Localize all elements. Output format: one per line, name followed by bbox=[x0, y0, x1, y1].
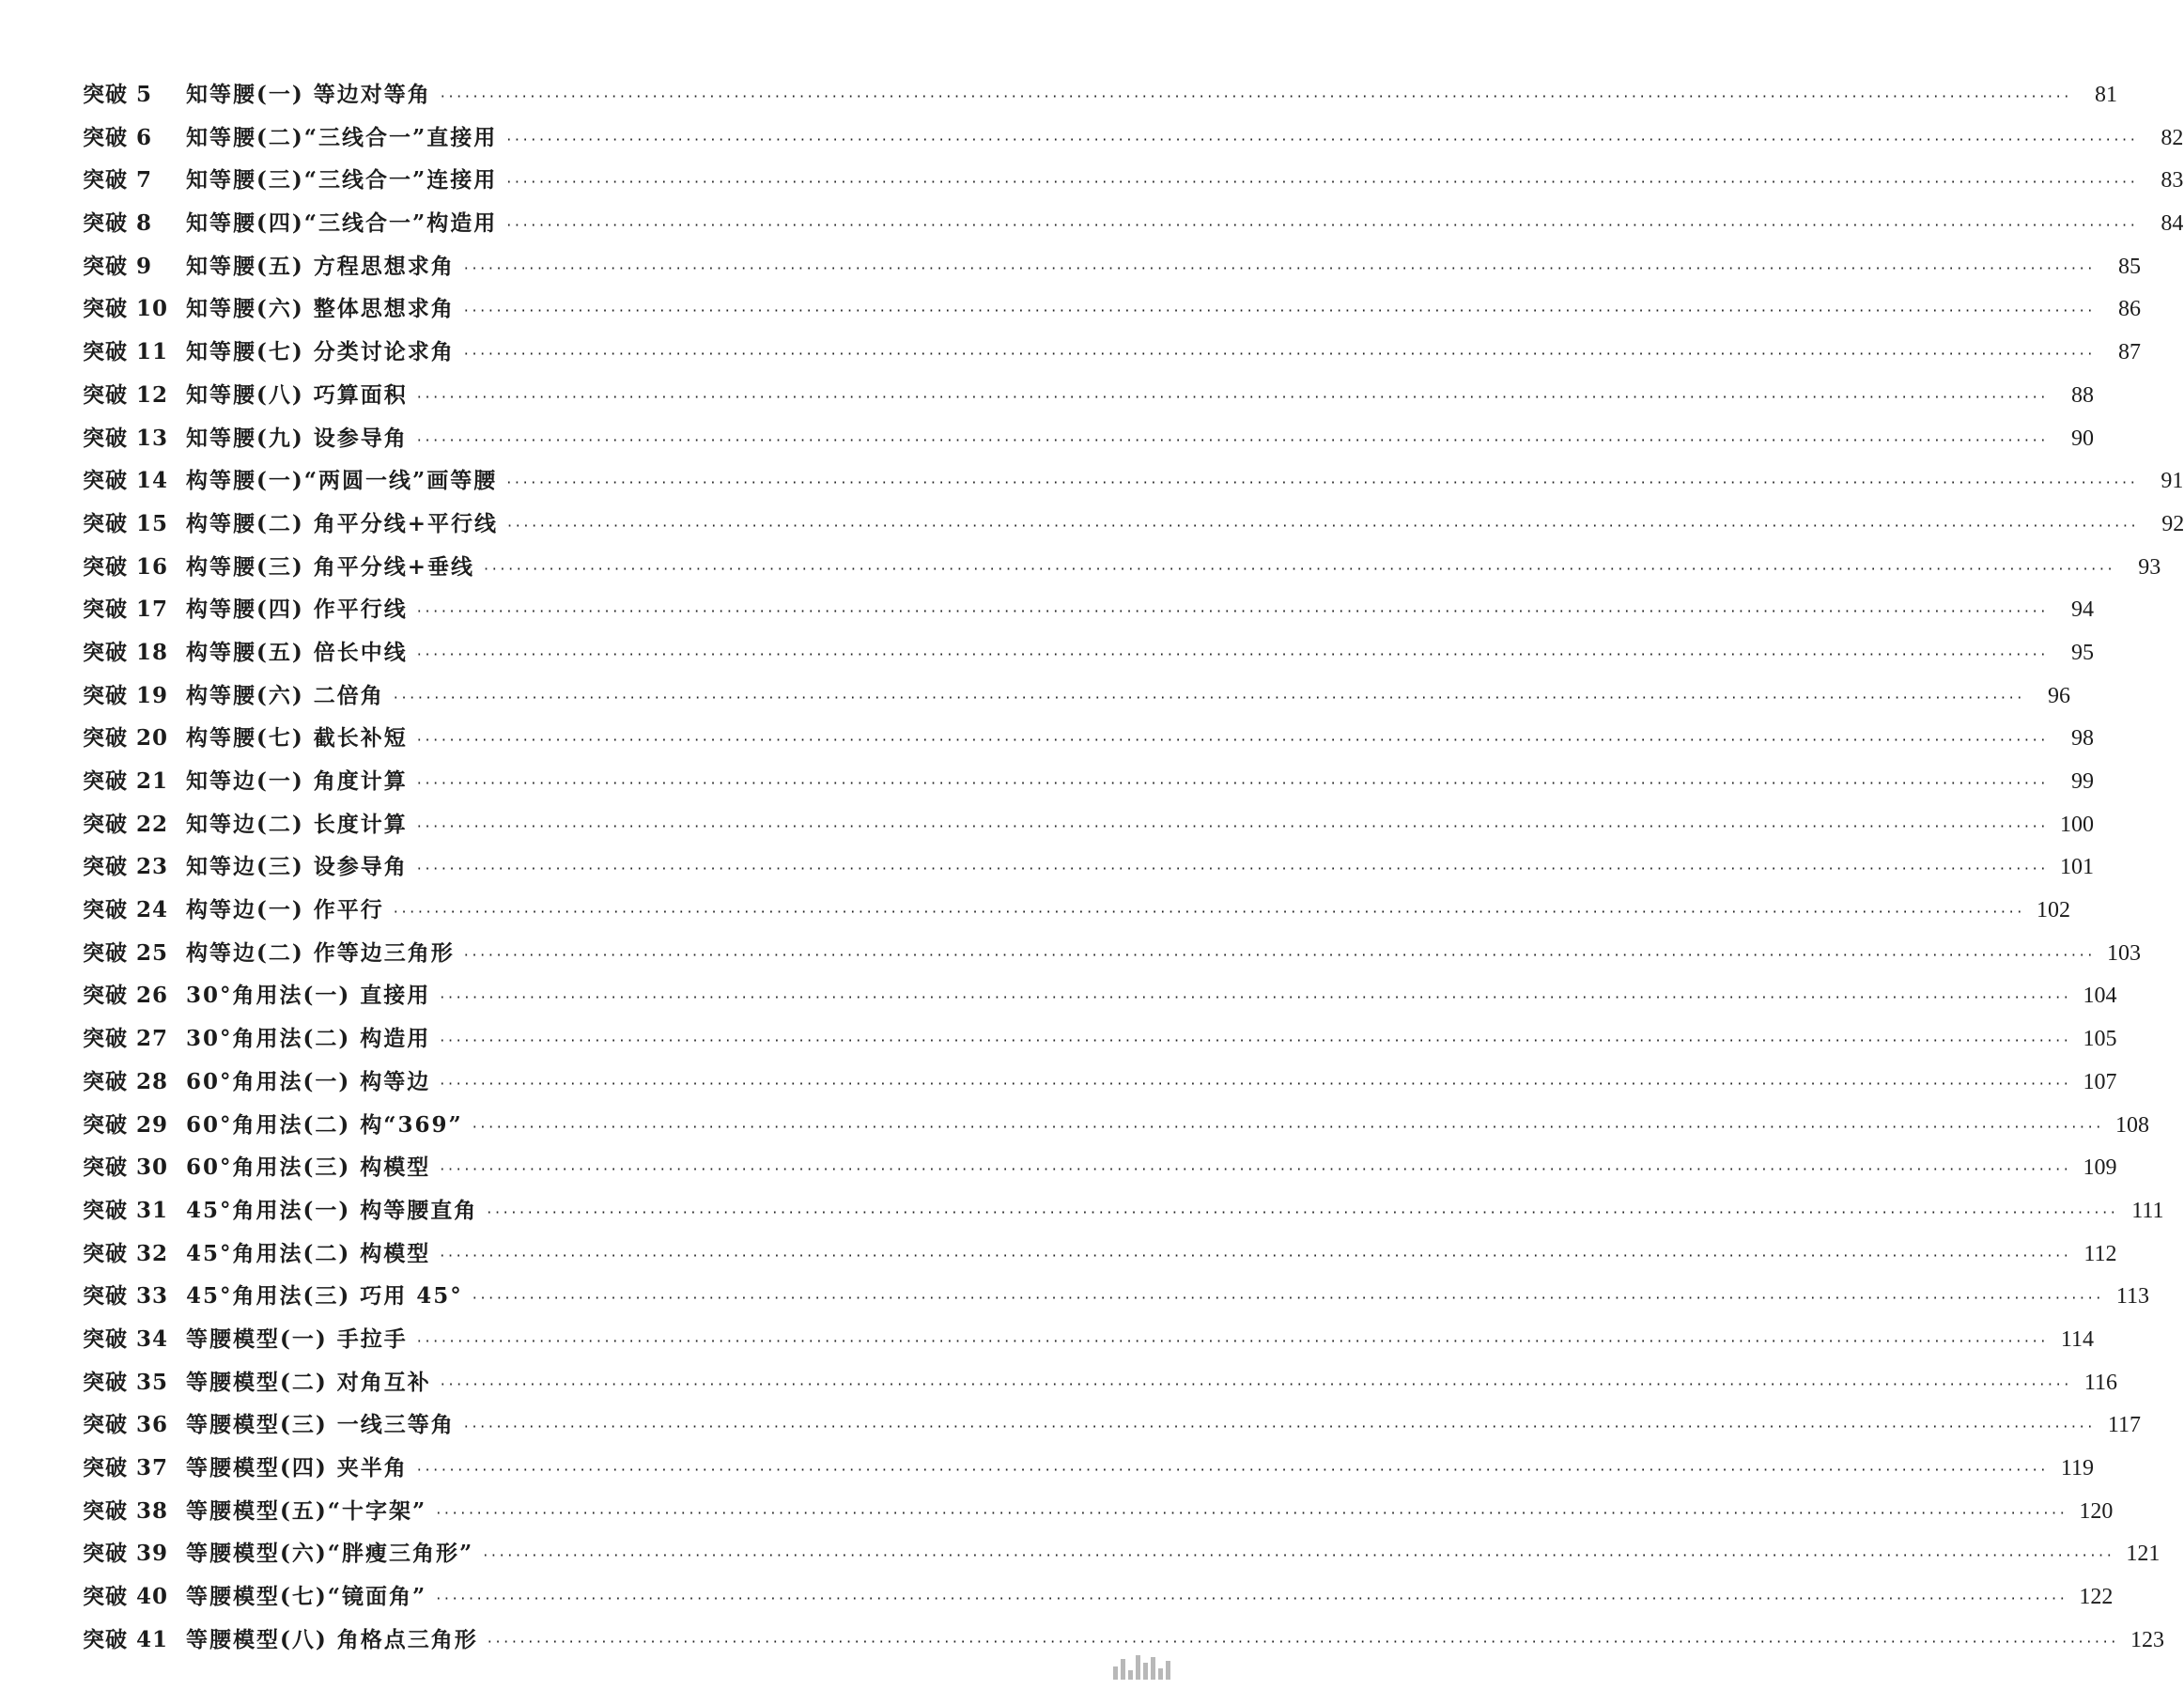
entry-number: 突破 12 bbox=[83, 381, 169, 408]
toc-entry[interactable] bbox=[83, 588, 2094, 631]
entry-title: 60°角用法(三) 构模型 bbox=[186, 1155, 431, 1181]
dot-leader: ········································································································································································································ bbox=[440, 87, 2072, 105]
entry-page-number: 93 bbox=[2138, 554, 2161, 580]
entry-number: 突破 8 bbox=[83, 210, 153, 237]
toc-entry[interactable] bbox=[83, 1061, 2117, 1104]
entry-title: 构等腰(三) 角平分线+垂线 bbox=[186, 553, 475, 580]
toc-entry[interactable] bbox=[83, 889, 2070, 932]
entry-title: 知等边(三) 设参导角 bbox=[186, 854, 408, 880]
entry-page-number: 98 bbox=[2070, 726, 2094, 752]
entry-page-number: 94 bbox=[2070, 597, 2094, 623]
entry-title: 知等边(一) 角度计算 bbox=[186, 768, 408, 794]
entry-title: 构等腰(七) 截长补短 bbox=[186, 725, 408, 752]
toc-entry[interactable] bbox=[83, 459, 2184, 503]
entry-title: 构等腰(四) 作平行线 bbox=[186, 597, 408, 623]
toc-entry[interactable] bbox=[83, 631, 2094, 674]
entry-number: 突破 14 bbox=[83, 468, 169, 494]
entry-title: 30°角用法(二) 构造用 bbox=[186, 1026, 431, 1052]
entry-number: 突破 34 bbox=[83, 1325, 169, 1352]
entry-title: 知等腰(六) 整体思想求角 bbox=[186, 296, 455, 322]
entry-number: 突破 13 bbox=[83, 425, 169, 451]
toc-entry[interactable] bbox=[83, 503, 2184, 546]
entry-title: 等腰模型(七)“镜面角” bbox=[186, 1584, 427, 1610]
entry-title: 知等腰(八) 巧算面积 bbox=[186, 381, 408, 408]
entry-page-number: 85 bbox=[2117, 254, 2141, 279]
entry-number: 突破 41 bbox=[83, 1626, 169, 1652]
toc-entry[interactable] bbox=[83, 159, 2184, 202]
entry-page-number: 107 bbox=[2083, 1069, 2117, 1094]
toc-entry[interactable] bbox=[83, 1146, 2117, 1189]
toc-entry[interactable] bbox=[83, 1490, 2114, 1533]
entry-number: 突破 33 bbox=[83, 1283, 169, 1310]
dot-leader: ········································································································································································································ bbox=[393, 903, 2025, 922]
entry-title: 知等腰(一) 等边对等角 bbox=[186, 82, 431, 107]
entry-title: 45°角用法(二) 构模型 bbox=[186, 1240, 431, 1266]
entry-title: 构等腰(六) 二倍角 bbox=[186, 682, 384, 708]
toc-entry[interactable] bbox=[83, 73, 2117, 116]
dot-leader: ········································································································································································································ bbox=[463, 302, 2096, 320]
entry-page-number: 123 bbox=[2130, 1627, 2164, 1652]
toc-entry[interactable] bbox=[83, 1361, 2117, 1404]
dot-leader: ········································································································································································································ bbox=[436, 1503, 2068, 1522]
entry-page-number: 81 bbox=[2094, 83, 2117, 107]
entry-number: 突破 30 bbox=[83, 1155, 169, 1181]
entry-title: 构等边(一) 作平行 bbox=[186, 897, 384, 923]
dot-leader: ········································································································································································································ bbox=[472, 1289, 2104, 1308]
entry-title: 45°角用法(三) 巧用 45° bbox=[186, 1283, 463, 1310]
entry-page-number: 102 bbox=[2036, 898, 2070, 923]
toc-entry[interactable] bbox=[83, 1532, 2161, 1575]
entry-number: 突破 24 bbox=[83, 897, 169, 923]
toc-entry[interactable] bbox=[83, 287, 2141, 331]
entry-number: 突破 31 bbox=[83, 1197, 169, 1223]
entry-title: 等腰模型(四) 夹半角 bbox=[186, 1455, 408, 1480]
dot-leader: ········································································································································································································ bbox=[440, 1246, 2072, 1264]
entry-page-number: 88 bbox=[2070, 382, 2094, 408]
entry-title: 知等腰(三)“三线合一”连接用 bbox=[186, 167, 498, 194]
dot-leader: ········································································································································································································ bbox=[506, 473, 2139, 492]
entry-page-number: 100 bbox=[2059, 812, 2094, 837]
toc-entry[interactable] bbox=[83, 1447, 2094, 1490]
toc-entry[interactable] bbox=[83, 116, 2184, 160]
entry-title: 60°角用法(一) 构等边 bbox=[186, 1068, 431, 1094]
toc-entry[interactable] bbox=[83, 417, 2094, 460]
toc-entry[interactable] bbox=[83, 1189, 2164, 1232]
toc-entry[interactable] bbox=[83, 245, 2141, 288]
dot-leader: ········································································································································································································ bbox=[416, 731, 2049, 750]
entry-page-number: 101 bbox=[2059, 855, 2094, 880]
entry-number: 突破 5 bbox=[83, 82, 153, 107]
entry-page-number: 82 bbox=[2161, 125, 2184, 150]
dot-leader: ········································································································································································································ bbox=[440, 988, 2072, 1007]
dot-leader: ········································································································································································································ bbox=[440, 1374, 2072, 1393]
entry-title: 构等边(二) 作等边三角形 bbox=[186, 939, 455, 966]
dot-leader: ········································································································································································································ bbox=[393, 688, 2025, 706]
entry-page-number: 117 bbox=[2107, 1413, 2141, 1438]
dot-leader: ········································································································································································································ bbox=[416, 1461, 2049, 1479]
dot-leader: ········································································································································································································ bbox=[487, 1632, 2119, 1651]
entry-number: 突破 39 bbox=[83, 1541, 169, 1567]
dot-leader: ········································································································································································································ bbox=[436, 1589, 2068, 1608]
entry-page-number: 109 bbox=[2083, 1155, 2117, 1181]
entry-page-number: 99 bbox=[2070, 769, 2094, 794]
entry-page-number: 105 bbox=[2083, 1027, 2117, 1052]
toc-entry[interactable] bbox=[83, 932, 2141, 975]
entry-page-number: 111 bbox=[2131, 1198, 2164, 1223]
dot-leader: ········································································································································································································ bbox=[483, 1546, 2115, 1565]
entry-page-number: 104 bbox=[2083, 984, 2117, 1009]
entry-number: 突破 7 bbox=[83, 167, 153, 194]
entry-number: 突破 6 bbox=[83, 124, 153, 150]
entry-number: 突破 40 bbox=[83, 1584, 169, 1610]
entry-number: 突破 20 bbox=[83, 725, 169, 752]
toc-entry[interactable] bbox=[83, 1318, 2094, 1361]
dot-leader: ········································································································································································································ bbox=[506, 130, 2139, 148]
entry-number: 突破 16 bbox=[83, 553, 169, 580]
entry-page-number: 119 bbox=[2060, 1456, 2094, 1480]
dot-leader: ········································································································································································································ bbox=[416, 387, 2049, 406]
entry-title: 知等腰(五) 方程思想求角 bbox=[186, 253, 455, 279]
entry-title: 构等腰(五) 倍长中线 bbox=[186, 639, 408, 665]
entry-number: 突破 22 bbox=[83, 811, 169, 837]
dot-leader: ········································································································································································································ bbox=[506, 173, 2139, 192]
entry-page-number: 120 bbox=[2079, 1498, 2114, 1524]
entry-number: 突破 29 bbox=[83, 1111, 169, 1138]
entry-page-number: 112 bbox=[2083, 1241, 2117, 1266]
entry-number: 突破 18 bbox=[83, 639, 169, 665]
entry-title: 等腰模型(八) 角格点三角形 bbox=[186, 1626, 478, 1652]
entry-number: 突破 15 bbox=[83, 510, 169, 536]
entry-page-number: 103 bbox=[2106, 940, 2141, 966]
dot-leader: ········································································································································································································ bbox=[507, 516, 2140, 535]
dot-leader: ········································································································································································································ bbox=[440, 1160, 2072, 1179]
dot-leader: ········································································································································································································ bbox=[416, 1331, 2049, 1350]
dot-leader: ········································································································································································································ bbox=[487, 1202, 2119, 1221]
toc-entry[interactable] bbox=[83, 1275, 2149, 1318]
toc-entry[interactable] bbox=[83, 1575, 2114, 1619]
entry-title: 知等腰(七) 分类讨论求角 bbox=[186, 339, 455, 365]
entry-number: 突破 21 bbox=[83, 768, 169, 794]
entry-title: 知等腰(二)“三线合一”直接用 bbox=[186, 124, 498, 150]
entry-page-number: 87 bbox=[2117, 340, 2141, 365]
entry-number: 突破 19 bbox=[83, 682, 169, 708]
dot-leader: ········································································································································································································ bbox=[440, 1074, 2072, 1093]
entry-title: 45°角用法(一) 构等腰直角 bbox=[186, 1197, 478, 1223]
toc-entry[interactable] bbox=[83, 974, 2117, 1017]
entry-page-number: 86 bbox=[2117, 297, 2141, 322]
dot-leader: ········································································································································································································ bbox=[463, 945, 2096, 964]
dot-leader: ········································································································································································································ bbox=[484, 559, 2116, 578]
entry-title: 等腰模型(三) 一线三等角 bbox=[186, 1412, 455, 1438]
entry-number: 突破 9 bbox=[83, 253, 153, 279]
toc-entry[interactable] bbox=[83, 202, 2184, 245]
entry-number: 突破 37 bbox=[83, 1455, 169, 1480]
watermark-logo bbox=[1113, 1653, 1192, 1680]
entry-title: 等腰模型(六)“胖瘦三角形” bbox=[186, 1541, 474, 1567]
table-of-contents bbox=[83, 73, 2184, 1661]
entry-page-number: 84 bbox=[2161, 211, 2184, 237]
toc-entry[interactable] bbox=[83, 1232, 2117, 1276]
entry-page-number: 90 bbox=[2070, 426, 2094, 451]
dot-leader: ········································································································································································································ bbox=[416, 860, 2049, 878]
dot-leader: ········································································································································································································ bbox=[416, 430, 2049, 449]
toc-entry[interactable] bbox=[83, 1104, 2149, 1147]
entry-number: 突破 26 bbox=[83, 983, 169, 1009]
entry-number: 突破 11 bbox=[83, 339, 169, 365]
toc-entry[interactable] bbox=[83, 1619, 2164, 1662]
entry-title: 等腰模型(一) 手拉手 bbox=[186, 1325, 408, 1352]
entry-number: 突破 17 bbox=[83, 597, 169, 623]
dot-leader: ········································································································································································································ bbox=[440, 1031, 2072, 1050]
dot-leader: ········································································································································································································ bbox=[416, 816, 2049, 835]
entry-number: 突破 38 bbox=[83, 1497, 169, 1524]
toc-entry[interactable] bbox=[83, 374, 2094, 417]
entry-number: 突破 35 bbox=[83, 1369, 169, 1395]
dot-leader: ········································································································································································································ bbox=[463, 345, 2096, 364]
entry-number: 突破 28 bbox=[83, 1068, 169, 1094]
entry-title: 30°角用法(一) 直接用 bbox=[186, 983, 431, 1009]
entry-number: 突破 27 bbox=[83, 1026, 169, 1052]
toc-entry[interactable] bbox=[83, 674, 2070, 718]
entry-number: 突破 36 bbox=[83, 1412, 169, 1438]
entry-title: 知等腰(四)“三线合一”构造用 bbox=[186, 210, 498, 237]
entry-title: 等腰模型(五)“十字架” bbox=[186, 1497, 427, 1524]
entry-title: 60°角用法(二) 构“369” bbox=[186, 1111, 463, 1138]
dot-leader: ········································································································································································································ bbox=[416, 602, 2049, 621]
entry-number: 突破 32 bbox=[83, 1240, 169, 1266]
dot-leader: ········································································································································································································ bbox=[416, 774, 2049, 792]
toc-entry[interactable] bbox=[83, 845, 2094, 889]
entry-page-number: 92 bbox=[2161, 511, 2184, 536]
entry-page-number: 83 bbox=[2161, 168, 2184, 194]
entry-title: 知等腰(九) 设参导角 bbox=[186, 425, 408, 451]
entry-number: 突破 10 bbox=[83, 296, 169, 322]
dot-leader: ········································································································································································································ bbox=[506, 216, 2139, 235]
entry-page-number: 116 bbox=[2083, 1370, 2117, 1395]
dot-leader: ········································································································································································································ bbox=[463, 1418, 2096, 1436]
entry-title: 构等腰(二) 角平分线+平行线 bbox=[186, 510, 499, 536]
entry-page-number: 121 bbox=[2126, 1542, 2161, 1567]
toc-entry[interactable] bbox=[83, 1403, 2141, 1447]
dot-leader: ········································································································································································································ bbox=[472, 1117, 2104, 1136]
dot-leader: ········································································································································································································ bbox=[416, 644, 2049, 663]
entry-page-number: 108 bbox=[2114, 1112, 2149, 1138]
entry-page-number: 91 bbox=[2161, 469, 2184, 494]
toc-entry[interactable] bbox=[83, 717, 2094, 760]
toc-entry[interactable] bbox=[83, 546, 2161, 589]
entry-page-number: 114 bbox=[2060, 1326, 2094, 1352]
entry-page-number: 113 bbox=[2115, 1284, 2149, 1310]
entry-number: 突破 23 bbox=[83, 854, 169, 880]
entry-page-number: 122 bbox=[2079, 1585, 2114, 1610]
entry-page-number: 95 bbox=[2070, 640, 2094, 665]
entry-title: 构等腰(一)“两圆一线”画等腰 bbox=[186, 468, 498, 494]
entry-title: 等腰模型(二) 对角互补 bbox=[186, 1369, 431, 1395]
entry-number: 突破 25 bbox=[83, 939, 169, 966]
toc-entry[interactable] bbox=[83, 760, 2094, 803]
toc-entry[interactable] bbox=[83, 1017, 2117, 1061]
entry-page-number: 96 bbox=[2047, 683, 2070, 708]
entry-title: 知等边(二) 长度计算 bbox=[186, 811, 408, 837]
toc-entry[interactable] bbox=[83, 331, 2141, 374]
toc-entry[interactable] bbox=[83, 803, 2094, 846]
dot-leader: ········································································································································································································ bbox=[463, 258, 2096, 277]
